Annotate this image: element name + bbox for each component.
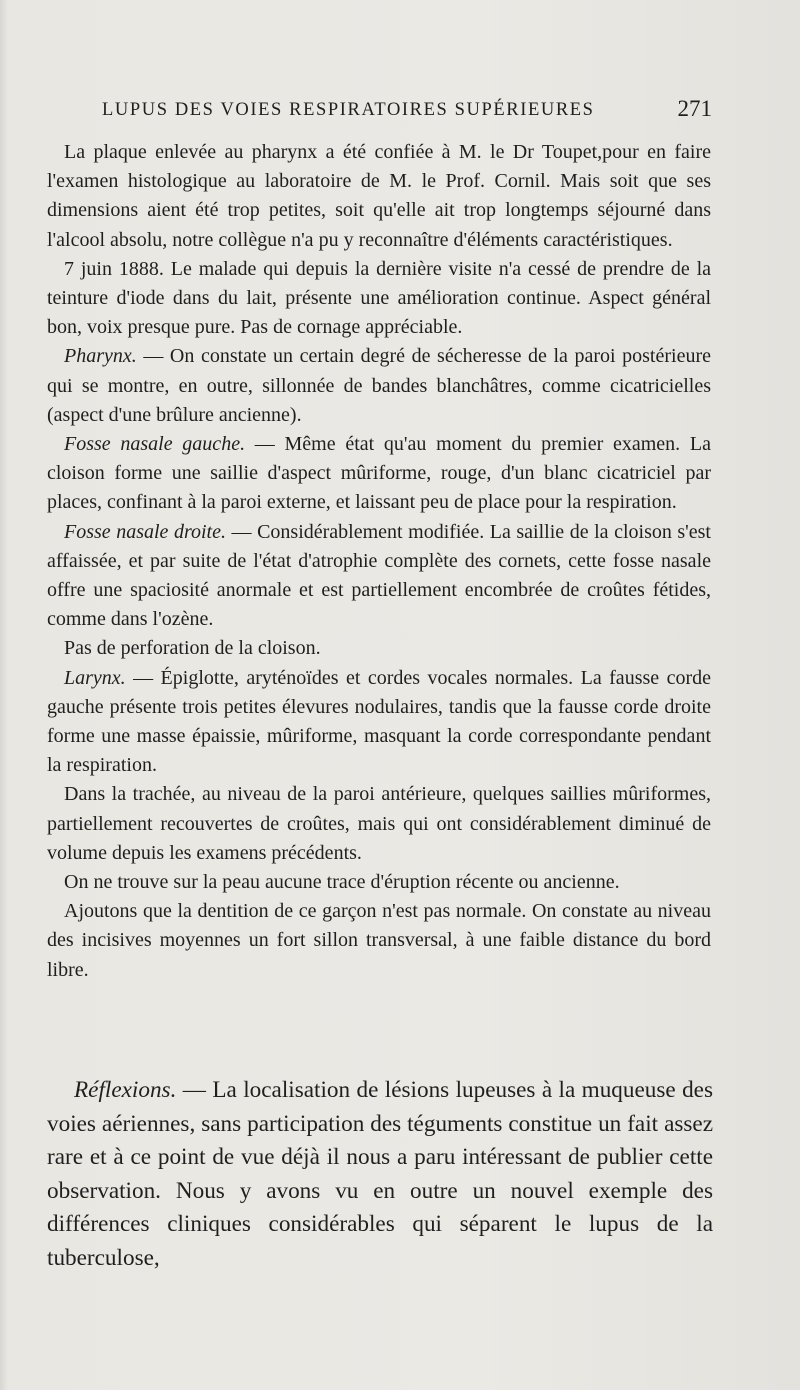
- section-lead: Fosse nasale gauche.: [64, 433, 246, 456]
- paragraph: Larynx. — Épiglotte, aryténoïdes et cordes vocales normales. La fausse corde gauche présente trois petites élevures nodulaires, tandis que la fausse corde droite forme une masse épaissie, mûriforme, masquant la corde correspondante pendant la respiration.: [47, 666, 711, 777]
- section-lead: Fosse nasale droite.: [64, 520, 226, 543]
- paragraph: 7 juin 1888. Le malade qui depuis la dernière visite n'a cessé de prendre de la teinture d'iode dans du lait, présente une amélioration continue. Aspect général bon, voix presque pure. Pas de cornage appréciable.: [47, 257, 711, 339]
- paragraph: Dans la trachée, au niveau de la paroi antérieure, quelques saillies mûriformes, partiellement recouvertes de croûtes, mais qui ont considérablement diminué de volume depuis les examens précédents.: [47, 783, 711, 864]
- paragraph: Ajoutons que la dentition de ce garçon n'est pas normale. On constate au niveau des incisives moyennes un fort sillon transversal, à une faible distance du bord libre.: [47, 900, 711, 981]
- section-lead: Larynx.: [64, 666, 126, 689]
- page-header: [102, 96, 712, 126]
- reflexions-paragraph: Réflexions. — La localisation de lésions lupeuses à la muqueuse des voies aériennes, sans participation des téguments constitue un fait assez rare et à ce point de vue déjà il nous a paru intéressant de publier cette observation. Nous y avons vu en outre un nouvel exemple des différences cliniques considérables qui séparent le lupus de la tuberculose,: [47, 1077, 713, 1271]
- running-title: LUPUS DES VOIES RESPIRATOIRES SUPÉRIEURES: [102, 100, 595, 120]
- paragraph: La plaque enlevée au pharynx a été confiée à M. le Dr Toupet,pour en faire l'examen histologique au laboratoire de M. le Prof. Cornil. Mais soit que ses dimensions aient été trop petites, soit qu'elle ait trop longtemps séjourné dans l'alcool absolu, notre collègue n'a pu y reconnaître d'éléments caractéristiques.: [47, 141, 711, 251]
- paragraph: On ne trouve sur la peau aucune trace d'éruption récente ou ancienne.: [64, 871, 620, 894]
- section-lead: Pharynx.: [64, 345, 137, 368]
- body-text: [47, 138, 711, 985]
- reflexions-lead: Réflexions.: [74, 1077, 177, 1103]
- paragraph: Pharynx. — On constate un certain degré de sécheresse de la paroi postérieure qui se montre, en outre, sillonnée de bandes blanchâtres, comme cicatricielles (aspect d'une brûlure ancienne).: [47, 345, 711, 426]
- paragraph: Pas de perforation de la cloison.: [64, 637, 321, 660]
- page-number: 271: [677, 96, 712, 121]
- paragraph: Fosse nasale droite. — Considérablement modifiée. La saillie de la cloison s'est affaissée, et par suite de l'état d'atrophie complète des cornets, cette fosse nasale offre une spaciosité anormale et est partiellement encombrée de croûtes fétides, comme dans l'ozène.: [47, 520, 711, 631]
- reflexions-section: [47, 1074, 713, 1276]
- paragraph: Fosse nasale gauche. — Même état qu'au moment du premier examen. La cloison forme une saillie d'aspect mûriforme, rouge, d'un blanc cicatriciel par places, confinant à la paroi externe, et laissant peu de place pour la respiration.: [47, 433, 711, 514]
